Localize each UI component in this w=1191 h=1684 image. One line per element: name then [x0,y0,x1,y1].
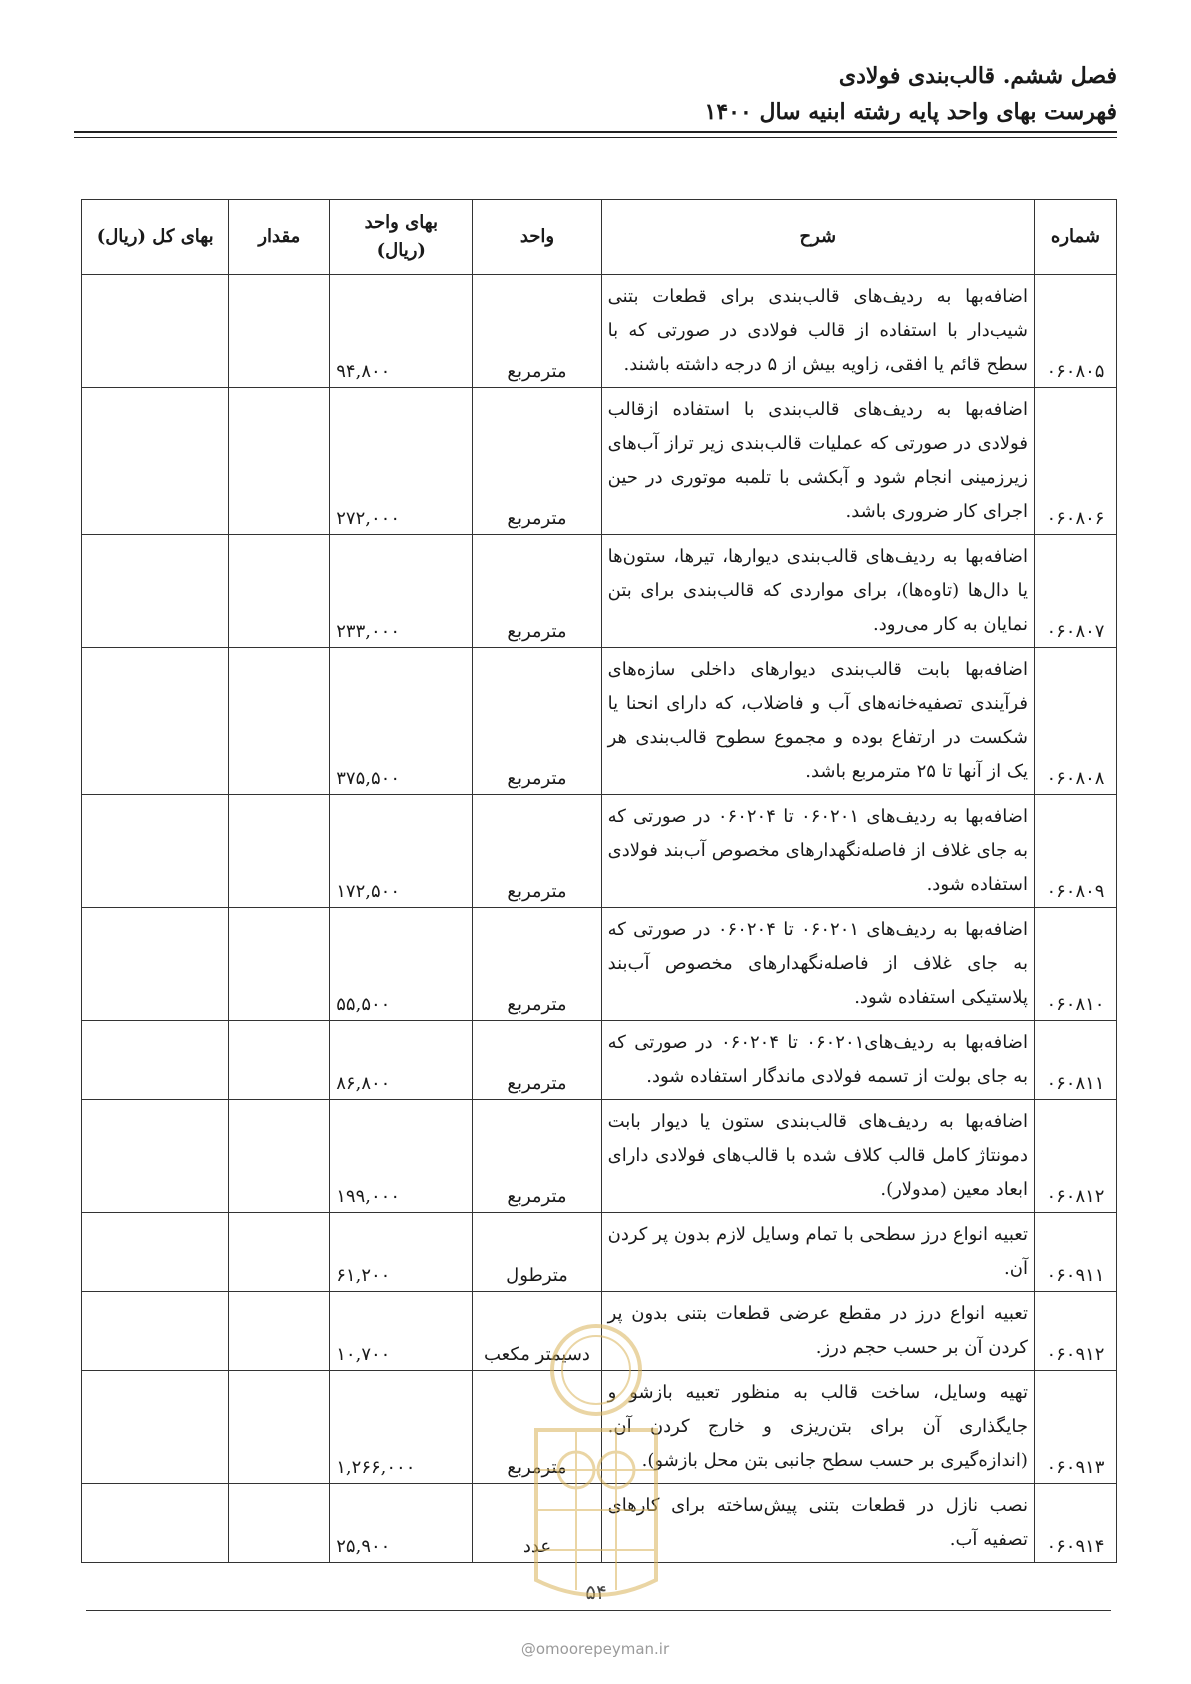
item-total-price [82,1100,229,1213]
item-description: اضافه‌بها به ردیف‌های قالب‌بندی دیوارها، تیرها، ستون‌ها یا دال‌ها (تاوه‌ها)، برای مواردی که قالب‌بندی برای بتن نمایان به کار می‌رود. [601,535,1034,648]
item-description: نصب نازل در قطعات بتنی پیش‌ساخته برای کارهای تصفیه آب. [601,1484,1034,1563]
col-header-code: شماره [1034,200,1116,275]
item-description: اضافه‌بها به ردیف‌های۰۶۰۲۰۱ تا ۰۶۰۲۰۴ در صورتی که به جای بولت از تسمه فولادی ماندگار استفاده شود. [601,1021,1034,1100]
item-description: اضافه‌بها به ردیف‌های قالب‌بندی با استفاده ازقالب فولادی در صورتی که عملیات قالب‌بندی زیر تراز آب‌های زیرزمینی انجام شود و آبکشی با تلمبه موتوری در حین اجرای کار ضروری باشد. [601,388,1034,535]
item-unit-price: ۲۷۲,۰۰۰ [330,388,473,535]
item-code: ۰۶۰۹۱۲ [1034,1292,1116,1371]
item-quantity [229,1371,330,1484]
footer-rule [86,1610,1111,1611]
table-row [82,795,1117,908]
col-header-unit-price [330,200,473,275]
item-unit: مترطول [473,1213,601,1292]
table-row [82,1100,1117,1213]
header-rule-thin [74,137,1117,138]
item-unit: عدد [473,1484,601,1563]
website-credit: @omoorepeyman.ir [520,1640,670,1658]
item-quantity [229,1484,330,1563]
price-list-table [81,199,1117,1563]
item-description: تعبیه انواع درز سطحی با تمام وسایل لازم بدون پر کردن آن. [601,1213,1034,1292]
table-row [82,1292,1117,1371]
item-quantity [229,535,330,648]
item-quantity [229,1100,330,1213]
item-unit: دسیمتر مکعب [473,1292,601,1371]
col-header-total-price: بهای کل (ریال) [82,200,229,275]
item-unit: مترمربع [473,275,601,388]
item-total-price [82,388,229,535]
item-code: ۰۶۰۸۱۰ [1034,908,1116,1021]
item-description: تهیه وسایل، ساخت قالب به منظور تعبیه بازشو و جایگذاری آن برای بتن‌ریزی و خارج کردن آن. (اندازه‌گیری بر حسب سطح جانبی بتن محل بازشو). [601,1371,1034,1484]
table-row [82,275,1117,388]
item-total-price [82,275,229,388]
item-description: اضافه‌بها به ردیف‌های قالب‌بندی برای قطعات بتنی شیب‌دار با استفاده از قالب فولادی در صورتی که با سطح قائم یا افقی، زاویه بیش از ۵ درجه داشته باشند. [601,275,1034,388]
table-row [82,648,1117,795]
item-unit-price: ۱,۲۶۶,۰۰۰ [330,1371,473,1484]
item-code: ۰۶۰۸۰۷ [1034,535,1116,648]
item-code: ۰۶۰۹۱۴ [1034,1484,1116,1563]
item-quantity [229,275,330,388]
col-header-quantity: مقدار [229,200,330,275]
item-unit: مترمربع [473,388,601,535]
item-code: ۰۶۰۸۰۶ [1034,388,1116,535]
table-row [82,388,1117,535]
item-quantity [229,795,330,908]
table-header-row [82,200,1117,275]
item-total-price [82,908,229,1021]
item-unit: مترمربع [473,535,601,648]
item-unit-price: ۲۳۳,۰۰۰ [330,535,473,648]
item-code: ۰۶۰۹۱۱ [1034,1213,1116,1292]
item-unit-price: ۹۴,۸۰۰ [330,275,473,388]
unit-price-currency: (ریال) [376,240,426,261]
item-description: اضافه‌بها به ردیف‌های ۰۶۰۲۰۱ تا ۰۶۰۲۰۴ در صورتی که به جای غلاف از فاصله‌نگهدارهای مخصوص آب‌بند پلاستیکی استفاده شود. [601,908,1034,1021]
item-unit-price: ۸۶,۸۰۰ [330,1021,473,1100]
item-total-price [82,1292,229,1371]
document-subtitle: فهرست بهای واحد پایه رشته ابنیه سال ۱۴۰۰ [704,99,1117,125]
item-unit: مترمربع [473,1021,601,1100]
unit-price-label: بهای واحد [364,212,438,233]
table-body [82,275,1117,1563]
item-description: تعبیه انواع درز در مقطع عرضی قطعات بتنی بدون پر کردن آن بر حسب حجم درز. [601,1292,1034,1371]
col-header-unit: واحد [473,200,601,275]
item-code: ۰۶۰۸۰۹ [1034,795,1116,908]
item-unit-price: ۶۱,۲۰۰ [330,1213,473,1292]
item-total-price [82,1021,229,1100]
item-total-price [82,648,229,795]
item-unit-price: ۱۰,۷۰۰ [330,1292,473,1371]
item-description: اضافه‌بها به ردیف‌های ۰۶۰۲۰۱ تا ۰۶۰۲۰۴ در صورتی که به جای غلاف از فاصله‌نگهدارهای مخصوص آب‌بند فولادی استفاده شود. [601,795,1034,908]
table-row [82,1484,1117,1563]
item-description: اضافه‌بها به ردیف‌های قالب‌بندی ستون یا دیوار بابت دمونتاژ کامل قالب کلاف شده با قالب‌های فولادی دارای ابعاد معین (مدولار). [601,1100,1034,1213]
item-quantity [229,388,330,535]
table-row [82,535,1117,648]
item-unit: مترمربع [473,908,601,1021]
item-unit-price: ۲۵,۹۰۰ [330,1484,473,1563]
item-quantity [229,648,330,795]
item-code: ۰۶۰۸۱۱ [1034,1021,1116,1100]
table-row [82,908,1117,1021]
item-total-price [82,795,229,908]
item-unit: مترمربع [473,1371,601,1484]
item-total-price [82,1484,229,1563]
item-quantity [229,1213,330,1292]
item-code: ۰۶۰۸۱۲ [1034,1100,1116,1213]
chapter-title: فصل ششم. قالب‌بندی فولادی [838,63,1117,89]
item-description: اضافه‌بها بابت قالب‌بندی دیوارهای داخلی سازه‌های فرآیندی تصفیه‌خانه‌های آب و فاضلاب، که دارای انحنا یا شکست در ارتفاع بوده و مجموع سطوح قالب‌بندی هر یک از آنها تا ۲۵ مترمربع باشد. [601,648,1034,795]
header-rule-thick [74,131,1117,133]
item-unit: مترمربع [473,795,601,908]
item-quantity [229,1021,330,1100]
item-unit: مترمربع [473,648,601,795]
item-quantity [229,1292,330,1371]
table-row [82,1213,1117,1292]
page-header [77,58,1117,130]
item-unit-price: ۳۷۵,۵۰۰ [330,648,473,795]
table-row [82,1371,1117,1484]
item-unit-price: ۵۵,۵۰۰ [330,908,473,1021]
item-unit-price: ۱۷۲,۵۰۰ [330,795,473,908]
item-total-price [82,535,229,648]
item-quantity [229,908,330,1021]
page-number: ۵۴ [585,1580,607,1604]
table-row [82,1021,1117,1100]
item-total-price [82,1213,229,1292]
item-total-price [82,1371,229,1484]
item-unit: مترمربع [473,1100,601,1213]
item-code: ۰۶۰۸۰۵ [1034,275,1116,388]
item-code: ۰۶۰۸۰۸ [1034,648,1116,795]
item-unit-price: ۱۹۹,۰۰۰ [330,1100,473,1213]
col-header-description: شرح [601,200,1034,275]
item-code: ۰۶۰۹۱۳ [1034,1371,1116,1484]
